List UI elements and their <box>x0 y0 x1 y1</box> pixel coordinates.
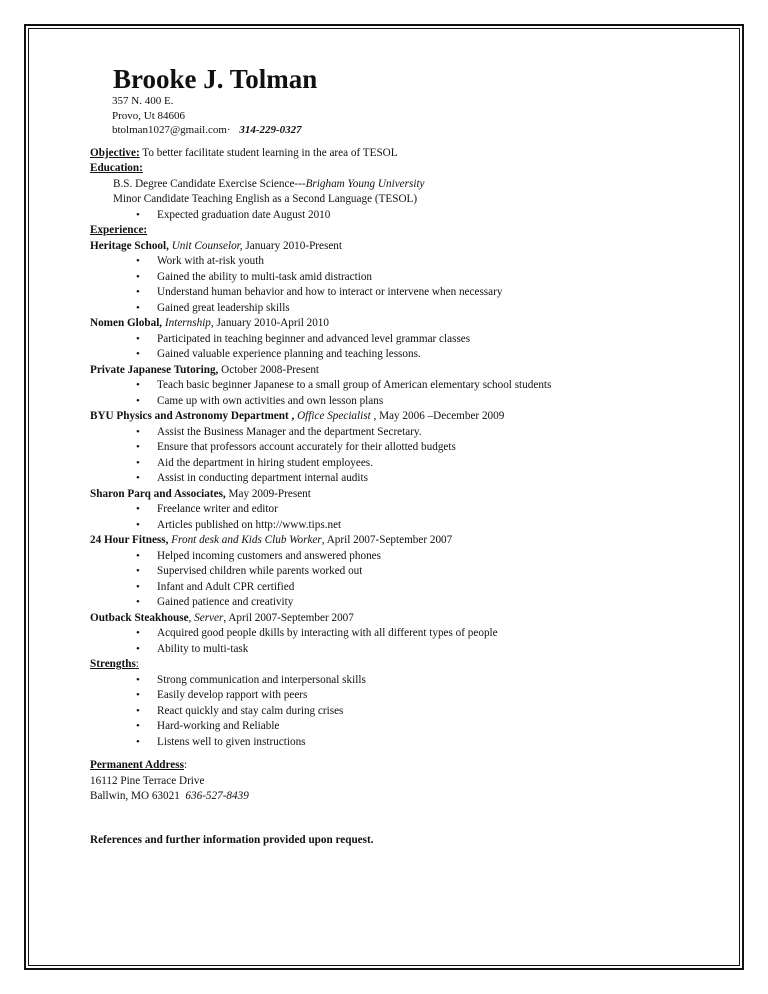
job-org: Private Japanese Tutoring, <box>90 363 219 376</box>
job-role: Front desk and Kids Club Worker <box>168 534 322 546</box>
job-sharon-parq <box>90 487 710 534</box>
list-item: • Acquired good people dkills by interacting with all different types of people <box>90 626 710 642</box>
job-org: Sharon Parq and Associates, <box>90 487 226 500</box>
job-role: , Server <box>188 611 224 624</box>
job-org: Outback Steakhouse <box>90 611 189 624</box>
job-bullets <box>90 549 710 611</box>
phone: 314-229-0327 <box>239 124 302 136</box>
job-title-line <box>90 533 710 549</box>
list-item: • Gained the ability to multi-task amid distraction <box>90 270 710 286</box>
job-bullets <box>90 502 710 533</box>
list-item: • Listens well to given instructions <box>90 735 710 751</box>
strengths-heading: Strengths <box>90 658 136 670</box>
list-item: • Teach basic beginner Japanese to a small group of American elementary school students <box>90 378 710 394</box>
job-title-line <box>90 363 710 379</box>
permanent-street: 16112 Pine Terrace Drive <box>90 774 205 787</box>
job-title-line <box>90 316 710 332</box>
list-item: • Supervised children while parents worked out <box>90 564 710 580</box>
spacer <box>90 805 710 833</box>
list-item: • Aid the department in hiring student employees. <box>90 456 710 472</box>
permanent-address-heading: Permanent Address <box>90 759 184 771</box>
job-title-line <box>90 487 710 503</box>
job-dates: January 2010-Present <box>242 239 343 252</box>
degree-text: B.S. Degree Candidate Exercise Science--- <box>113 177 306 190</box>
permanent-heading-line <box>90 758 710 774</box>
email: btolman1027@gmail.com· <box>112 124 231 136</box>
job-heritage <box>90 239 710 317</box>
list-item: • Freelance writer and editor <box>90 502 710 518</box>
list-item: • Ensure that professors account accurately for their allotted budgets <box>90 440 710 456</box>
experience-heading: Experience: <box>90 224 148 236</box>
job-bullets <box>90 332 710 363</box>
permanent-city-line <box>90 789 710 805</box>
list-item: • Participated in teaching beginner and advanced level grammar classes <box>90 332 710 348</box>
job-org: Nomen Global, <box>90 317 163 329</box>
list-item: • Assist the Business Manager and the department Secretary. <box>90 425 710 441</box>
job-tutoring <box>90 363 710 410</box>
list-item: • Easily develop rapport with peers <box>90 688 710 704</box>
contact-block <box>112 94 710 138</box>
list-item: • Assist in conducting department internal audits <box>90 471 710 487</box>
list-item: • Ability to multi-task <box>90 642 710 658</box>
list-item: • Expected graduation date August 2010 <box>90 208 710 224</box>
education-bullets <box>90 208 710 224</box>
list-item: • Strong communication and interpersonal skills <box>90 673 710 689</box>
job-title-line <box>90 409 710 425</box>
strengths-colon: : <box>135 658 139 670</box>
permanent-city: Ballwin, MO 63021 <box>90 790 180 802</box>
list-item: • Helped incoming customers and answered phones <box>90 549 710 565</box>
permanent-colon: : <box>183 759 188 771</box>
list-item: • Came up with own activities and own lesson plans <box>90 394 710 410</box>
strengths-heading-line <box>90 657 710 673</box>
address-line-1: 357 N. 400 E. <box>112 95 174 107</box>
address-line-2: Provo, Ut 84606 <box>112 109 186 122</box>
list-item: • Infant and Adult CPR certified <box>90 580 710 596</box>
job-byu <box>90 409 710 487</box>
job-bullets <box>90 626 710 657</box>
permanent-phone: 636-527-8439 <box>185 790 249 802</box>
job-bullets <box>90 425 710 487</box>
job-title-line <box>90 239 710 255</box>
list-item: • Gained great leadership skills <box>90 301 710 317</box>
degree-line <box>113 177 710 193</box>
job-bullets <box>90 378 710 409</box>
spacer <box>90 138 710 146</box>
spacer <box>90 750 710 758</box>
job-dates: , April 2007-September 2007 <box>223 611 354 624</box>
education-heading: Education: <box>90 162 143 174</box>
objective-text: To better facilitate student learning in the area of TESOL <box>139 146 398 159</box>
strengths-bullets <box>90 673 710 751</box>
job-dates: , May 2006 –December 2009 <box>370 410 505 422</box>
job-dates: January 2010-April 2010 <box>213 317 329 329</box>
job-role: Internship, <box>162 317 214 329</box>
job-org: BYU Physics and Astronomy Department , <box>90 410 295 422</box>
resume-document <box>90 64 710 848</box>
job-nomen <box>90 316 710 363</box>
job-org: Heritage School, <box>90 239 169 252</box>
objective-heading: Objective: <box>90 146 140 159</box>
university: Brigham Young University <box>305 177 425 190</box>
job-outback <box>90 611 710 658</box>
list-item: • Hard-working and Reliable <box>90 719 710 735</box>
job-title-line <box>90 611 710 627</box>
list-item: • Work with at-risk youth <box>90 254 710 270</box>
job-dates: May 2009-Present <box>225 487 311 500</box>
objective-line <box>90 146 710 162</box>
minor-line: Minor Candidate Teaching English as a Second Language (TESOL) <box>113 193 418 205</box>
resume-name: Brooke J. Tolman <box>113 64 318 94</box>
list-item: • Articles published on http://www.tips.net <box>90 518 710 534</box>
job-role: Unit Counselor, <box>168 239 243 252</box>
list-item: • Gained valuable experience planning and teaching lessons. <box>90 347 710 363</box>
job-dates: October 2008-Present <box>218 363 320 376</box>
job-dates: , April 2007-September 2007 <box>321 534 453 546</box>
job-org: 24 Hour Fitness, <box>90 534 169 546</box>
references-note: References and further information provided upon request. <box>90 833 374 846</box>
job-role: Office Specialist <box>294 410 371 422</box>
job-bullets <box>90 254 710 316</box>
list-item: • React quickly and stay calm during crises <box>90 704 710 720</box>
list-item: • Gained patience and creativity <box>90 595 710 611</box>
job-24-hour-fitness <box>90 533 710 611</box>
email-phone-line <box>112 123 710 138</box>
list-item: • Understand human behavior and how to interact or intervene when necessary <box>90 285 710 301</box>
